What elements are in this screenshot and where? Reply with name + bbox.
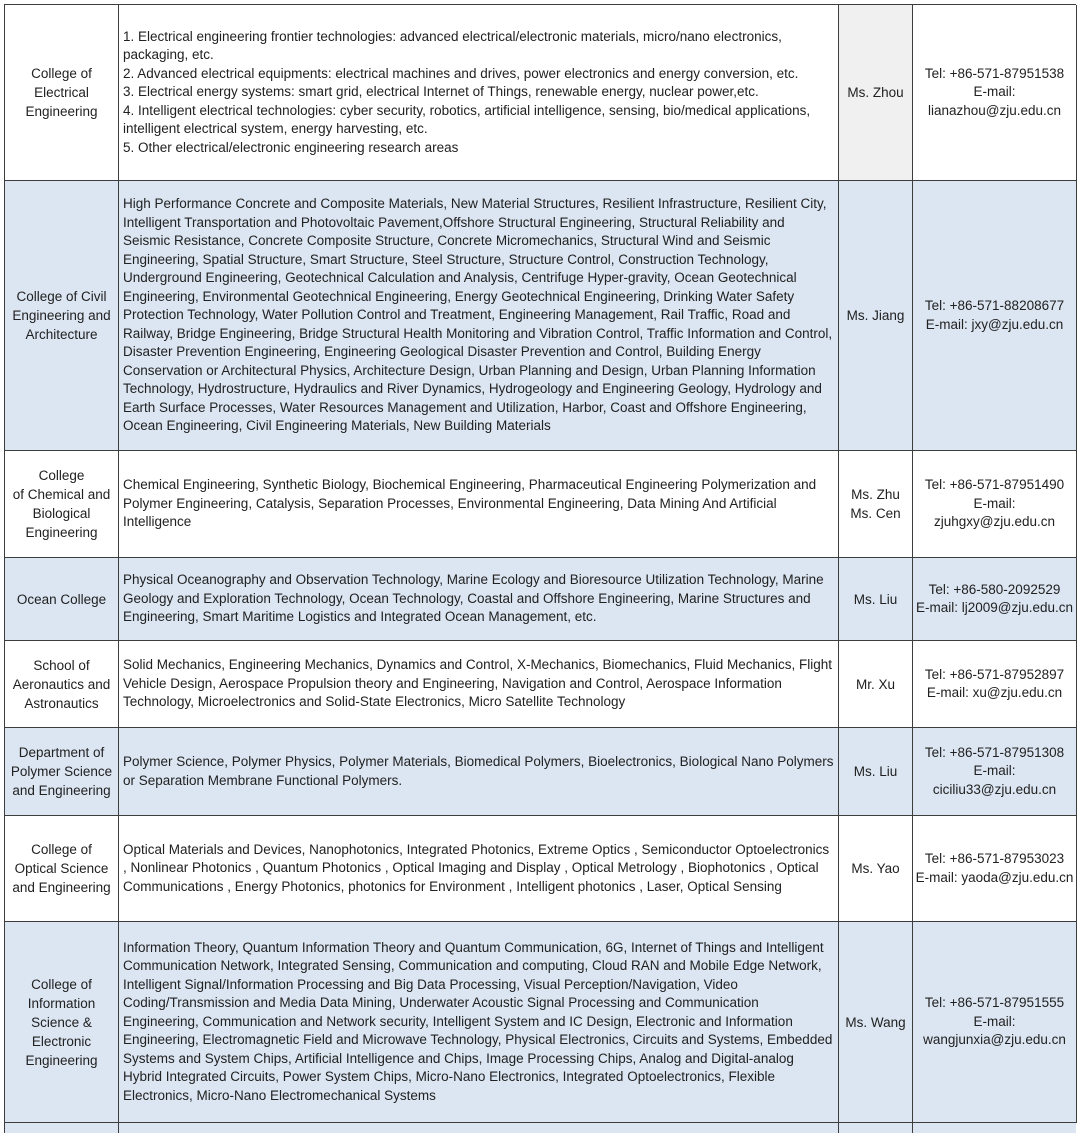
contact-info-cell: Tel: +86-571-88208677 E-mail: jxy@zju.edu.cn: [913, 181, 1077, 451]
contact-info-cell: Tel: +86-571-87953023 E-mail: yaoda@zju.edu.cn: [913, 816, 1077, 922]
table-row: [5, 816, 1076, 922]
college-name-cell: College of Information Science & Electronic Engineering: [5, 922, 119, 1123]
contact-person-cell: Ms. Zhou: [839, 5, 913, 181]
college-name-cell: School of Aeronautics and Astronautics: [5, 641, 119, 728]
contact-info-cell: Tel: +86-580-2092529 E-mail: lj2009@zju.edu.cn: [913, 558, 1077, 641]
research-areas-cell: Polymer Science, Polymer Physics, Polymer Materials, Biomedical Polymers, Bioelectronics, Biological Nano Polymers or Separation Membrane Functional Polymers.: [119, 728, 839, 816]
college-name-cell: College of Chemical and Biological Engineering: [5, 451, 119, 558]
contact-person-cell: Ms. Zhu Ms. Cen: [839, 451, 913, 558]
contact-person-cell: Ms. Wang: [839, 922, 913, 1123]
college-name-cell: Department of Polymer Science and Engineering: [5, 728, 119, 816]
table-row: [5, 181, 1076, 451]
research-areas-cell: Physical Oceanography and Observation Technology, Marine Ecology and Bioresource Utilization Technology, Marine Geology and Exploration Technology, Ocean Technology, Coastal and Offshore Engineering, Marine Structures and Engineering, Smart Maritime Logistics and Integrated Ocean Management, etc.: [119, 558, 839, 641]
table-row: [5, 641, 1076, 728]
research-areas-cell: Chemical Engineering, Synthetic Biology, Biochemical Engineering, Pharmaceutical Engineering Polymerization and Polymer Engineering, Catalysis, Separation Processes, Environmental Engineering, Data Mining And Artificial Intelligence: [119, 451, 839, 558]
research-areas-cell: Solid Mechanics, Engineering Mechanics, Dynamics and Control, X-Mechanics, Biomechanics, Fluid Mechanics, Flight Vehicle Design, Aerospace Propulsion theory and Engineering, Navigation and Control, Aerospace Information Technology, Microelectronics and Solid-State Electronics, Micro Satellite Technology: [119, 641, 839, 728]
table-row: [5, 5, 1076, 181]
contact-person-cell: Ms. Yao: [839, 816, 913, 922]
college-name-cell: College of Optical Science and Engineering: [5, 816, 119, 922]
table-row: [5, 728, 1076, 816]
contact-info-cell: Tel: +86-571-87951490 E-mail: zjuhgxy@zju.edu.cn: [913, 451, 1077, 558]
contact-person-cell: Ms. Jiang: [839, 181, 913, 451]
research-areas-cell: Information Theory, Quantum Information Theory and Quantum Communication, 6G, Internet of Things and Intelligent Communication Network, Integrated Sensing, Communication and computing, Cloud RAN and Mobile Edge Network, Intelligent Signal/Information Processing and Big Data Processing, Visual Perception/Navigation, Video Coding/Transmission and Media Data Mining, Underwater Acoustic Signal Processing and Communication Engineering, Communication and Network security, Intelligent System and IC Design, Electronic and Information Engineering, Electromagnetic Field and Microwave Technology, Physical Electronics, Circuits and Systems, Embedded Systems and System Chips, Artificial Intelligence and Chips, Image Processing Chips, Analog and Digital-analog Hybrid Integrated Circuits, Power System Chips, Micro-Nano Electronics, Integrated Optoelectronics, Flexible Electronics, Micro-Nano Electromechanical Systems: [119, 922, 839, 1123]
table-row: [5, 922, 1076, 1123]
college-contacts-table: [4, 4, 1076, 1133]
contact-person-cell: Ms. Liu: [839, 558, 913, 641]
contact-person-cell: Ms. Liu: [839, 728, 913, 816]
college-name-cell: College of Civil Engineering and Architecture: [5, 181, 119, 451]
table-row: [5, 451, 1076, 558]
contact-info-cell: Tel: +86-571-87952897 E-mail: xu@zju.edu.cn: [913, 641, 1077, 728]
contact-info-cell: Tel: +86-571-87951538 E-mail: lianazhou@zju.edu.cn: [913, 5, 1077, 181]
table-row: [5, 558, 1076, 641]
research-areas-cell: 1. Electrical engineering frontier technologies: advanced electrical/electronic materials, micro/nano electronics, packaging, etc. 2. Advanced electrical equipments: electrical machines and drives, power electronics and energy conversion, etc. 3. Electrical energy systems: smart grid, electrical Internet of Things, renewable energy, nuclear power,etc. 4. Intelligent electrical technologies: cyber security, robotics, artificial intelligence, sensing, bio/medical applications, intelligent electrical system, energy harvesting, etc. 5. Other electrical/electronic engineering research areas: [119, 5, 839, 181]
research-areas-cell: High Performance Concrete and Composite Materials, New Material Structures, Resilient Infrastructure, Resilient City, Intelligent Transportation and Photovoltaic Pavement,Offshore Structural Engineering, Structural Reliability and Seismic Resistance, Concrete Composite Structure, Concrete Micromechanics, Structural Wind and Seismic Engineering, Spatial Structure, Smart Structure, Steel Structure, Structure Control, Construction Technology, Underground Engineering, Geotechnical Calculation and Analysis, Centrifuge Hyper-gravity, Ocean Geotechnical Engineering, Environmental Geotechnical Engineering, Energy Geotechnical Engineering, Drinking Water Safety Protection Technology, Water Pollution Control and Treatment, Engineering Management, Rail Traffic, Road and Railway, Bridge Engineering, Bridge Structural Health Monitoring and Vibration Control, Traffic Information and Control, Disaster Prevention Engineering, Engineering Geological Disaster Prevention and Control, Building Energy Conservation or Architectural Physics, Architecture Design, Urban Planning and Design, Urban Planning Information Technology, Hydrostructure, Hydraulics and River Dynamics, Hydrogeology and Engineering Geology, Hydrology and Earth Surface Processes, Water Resources Management and Utilization, Harbor, Coast and Offshore Engineering, Ocean Engineering, Civil Engineering Materials, New Building Materials: [119, 181, 839, 451]
college-name-cell: College of Electrical Engineering: [5, 5, 119, 181]
contact-info-cell: Tel: +86-571-87951308 E-mail: ciciliu33@zju.edu.cn: [913, 728, 1077, 816]
research-areas-cell: Optical Materials and Devices, Nanophotonics, Integrated Photonics, Extreme Optics , Semiconductor Optoelectronics , Nonlinear Photonics , Quantum Photonics , Optical Imaging and Display , Optical Metrology , Biophotonics , Optical Communications , Energy Photonics, photonics for Environment , Intelligent photonics , Laser, Optical Sensing: [119, 816, 839, 922]
contact-info-cell: Tel: +86-571-87951555 E-mail: wangjunxia@zju.edu.cn: [913, 922, 1077, 1123]
college-name-cell: Ocean College: [5, 558, 119, 641]
contact-person-cell: Mr. Xu: [839, 641, 913, 728]
